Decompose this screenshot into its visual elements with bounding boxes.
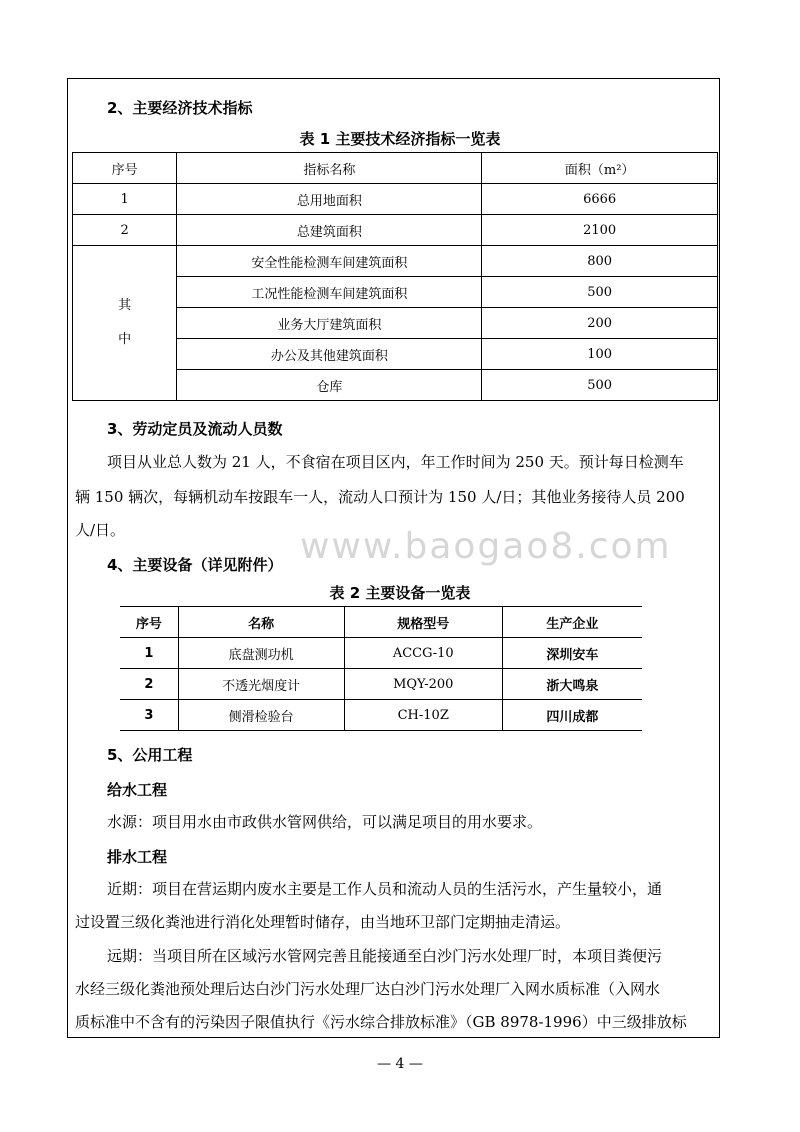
table1-sub4-area: 100 [482, 339, 718, 370]
table2 [120, 606, 642, 731]
far-term-line2: 水经三级化粪池预处理后达白沙门污水处理厂达白沙门污水处理厂入网水质标准（入网水 [75, 980, 661, 998]
table2-row2-maker: 浙大鸣泉 [502, 669, 642, 700]
table1-row1-name: 总用地面积 [177, 184, 482, 215]
table1-row2-no: 2 [73, 215, 177, 246]
table2-row3-name: 侧滑检验台 [178, 700, 344, 731]
drainage-title: 排水工程 [107, 848, 168, 866]
table1-sub5-name: 仓库 [177, 370, 482, 401]
far-term-line3: 质标准中不含有的污染因子限值执行《污水综合排放标准》（GB 8978-1996）中三级排放标 [75, 1013, 687, 1031]
table2-row3-model: CH-10Z [344, 700, 502, 731]
table2-row1-model: ACCG-10 [344, 638, 502, 669]
table1 [72, 152, 718, 401]
table1-header-area: 面积（m²） [482, 153, 718, 184]
table1-sub2-area: 500 [482, 277, 718, 308]
near-term-line2: 过设置三级化粪池进行消化处理暂时储存，由当地环卫部门定期抽走清运。 [75, 913, 571, 931]
table1-header-name: 指标名称 [177, 153, 482, 184]
table1-group-label: 其 中 [73, 246, 177, 401]
section3-line3: 人/日。 [75, 521, 126, 539]
watermark: www.baogao8.com [300, 526, 672, 567]
table2-header-maker: 生产企业 [502, 607, 642, 638]
table2-header-name: 名称 [178, 607, 344, 638]
table1-header-no: 序号 [73, 153, 177, 184]
table1-sub1-name: 安全性能检测车间建筑面积 [177, 246, 482, 277]
table1-row2-area: 2100 [482, 215, 718, 246]
table2-row2-model: MQY-200 [344, 669, 502, 700]
table1-row1-no: 1 [73, 184, 177, 215]
far-term-line1: 远期：当项目所在区域污水管网完善且能接通至白沙门污水处理厂时，本项目粪便污 [107, 947, 663, 965]
table2-row2-name: 不透光烟度计 [178, 669, 344, 700]
table2-row3-maker: 四川成都 [502, 700, 642, 731]
table2-row1-name: 底盘测功机 [178, 638, 344, 669]
section3-line1: 项目从业总人数为 21 人，不食宿在项目区内，年工作时间为 250 天。预计每日检测车 [107, 453, 684, 471]
table2-header-no: 序号 [120, 607, 178, 638]
table2-caption: 表 2 主要设备一览表 [329, 584, 471, 602]
near-term-line1: 近期：项目在营运期内废水主要是工作人员和流动人员的生活污水，产生量较小，通 [107, 880, 663, 898]
section5-heading: 5、公用工程 [107, 746, 193, 764]
table1-row2-name: 总建筑面积 [177, 215, 482, 246]
table1-sub3-area: 200 [482, 308, 718, 339]
section4-heading: 4、主要设备（详见附件） [107, 556, 283, 574]
table1-sub3-name: 业务大厅建筑面积 [177, 308, 482, 339]
table2-row1-maker: 深圳安车 [502, 638, 642, 669]
table1-sub1-area: 800 [482, 246, 718, 277]
section3-heading: 3、劳动定员及流动人员数 [107, 420, 283, 438]
water-supply-title: 给水工程 [107, 781, 168, 799]
table1-row1-area: 6666 [482, 184, 718, 215]
section2-heading: 2、主要经济技术指标 [107, 99, 253, 117]
table1-sub4-name: 办公及其他建筑面积 [177, 339, 482, 370]
table1-caption: 表 1 主要技术经济指标一览表 [299, 130, 501, 148]
water-supply-text: 水源：项目用水由市政供水管网供给，可以满足项目的用水要求。 [107, 813, 543, 831]
table1-sub2-name: 工况性能检测车间建筑面积 [177, 277, 482, 308]
page-number: — 4 — [377, 1056, 423, 1072]
section3-line2: 辆 150 辆次，每辆机动车按跟车一人，流动人口预计为 150 人/日；其他业务接待人员 200 [75, 488, 685, 506]
table2-header-model: 规格型号 [344, 607, 502, 638]
table1-sub5-area: 500 [482, 370, 718, 401]
table2-row3-no: 3 [120, 700, 178, 731]
table2-row1-no: 1 [120, 638, 178, 669]
table2-row2-no: 2 [120, 669, 178, 700]
